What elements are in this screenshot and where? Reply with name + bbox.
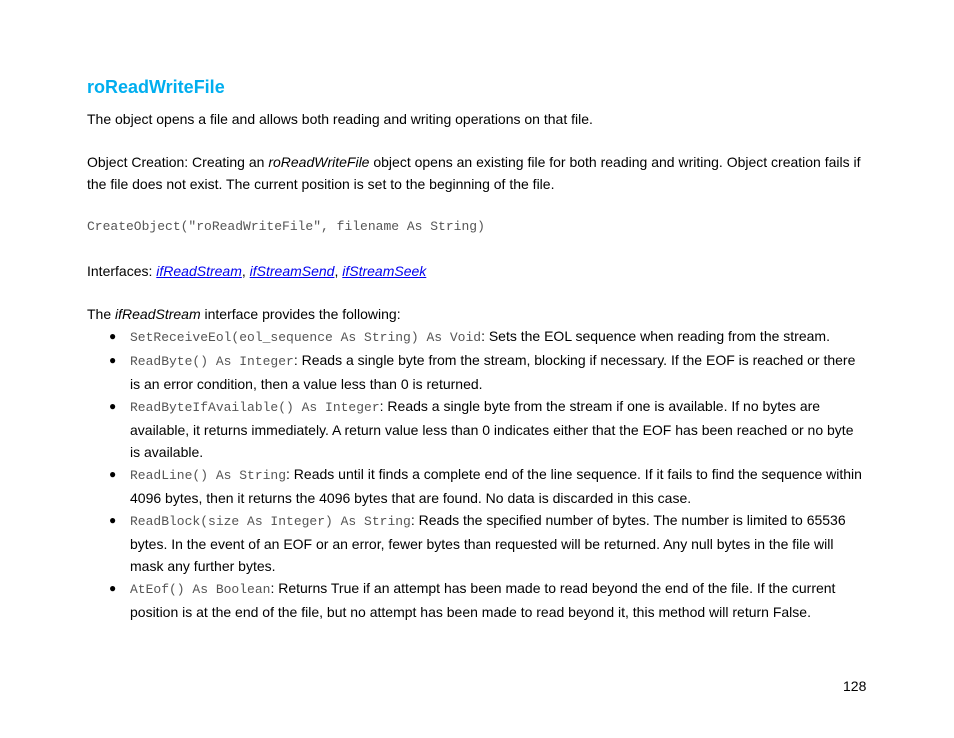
intro-paragraph xyxy=(87,108,867,130)
bullet-icon: ● xyxy=(109,399,117,413)
list-item xyxy=(87,509,867,577)
method-signature: ReadBlock(size As Integer) As String xyxy=(130,514,411,529)
bullet-icon: ● xyxy=(109,329,117,343)
method-signature: SetReceiveEol(eol_sequence As String) As Void xyxy=(130,330,482,345)
interface-link-ifstreamsend[interactable]: ifStreamSend xyxy=(249,263,335,279)
method-description: : Reads a single byte from the stream, blocking if necessary. If the EOF is reached or there is an error condition, then a value less than 0 is returned. xyxy=(130,352,856,392)
bullet-icon: ● xyxy=(109,513,117,527)
list-item xyxy=(87,349,867,395)
object-creation-prefix: Object Creation: Creating an xyxy=(87,154,269,170)
bullet-icon: ● xyxy=(109,581,117,595)
list-item xyxy=(87,325,867,349)
interfaces-label: Interfaces: xyxy=(87,263,157,279)
code-sample: CreateObject("roReadWriteFile", filename As String) xyxy=(87,219,485,234)
object-creation-paragraph xyxy=(87,151,867,195)
interface-link-ifreadstream[interactable]: ifReadStream xyxy=(156,263,242,279)
method-description: : Reads a single byte from the stream if one is available. If no bytes are available, it returns immediately. A return value less than 0 indicates either that the EOF has been reached or no byte is available. xyxy=(130,398,854,460)
method-signature: ReadLine() As String xyxy=(130,468,287,483)
method-description: : Reads the specified number of bytes. The number is limited to 65536 bytes. In the event of an EOF or an error, fewer bytes than requested will be returned. Any null bytes in the file will mask any further bytes. xyxy=(130,512,846,574)
intro-text: The object opens a file and allows both reading and writing operations on that file. xyxy=(87,111,593,127)
list-item xyxy=(87,395,867,463)
list-item xyxy=(87,463,867,509)
bullet-icon: ● xyxy=(109,353,117,367)
method-signature: AtEof() As Boolean xyxy=(130,582,271,597)
interfaces-separator: , xyxy=(334,263,343,279)
interface-link-ifstreamseek[interactable]: ifStreamSeek xyxy=(342,263,427,279)
bullet-icon: ● xyxy=(109,467,117,481)
method-signature: ReadByte() As Integer xyxy=(130,354,294,369)
method-signature: ReadByteIfAvailable() As Integer xyxy=(130,400,380,415)
provides-interface-name: ifReadStream xyxy=(115,306,201,322)
interfaces-separator: , xyxy=(241,263,250,279)
object-creation-suffix: object opens an existing file for both reading and writing. Object creation fails if the file does not exist. The current position is set to the beginning of the file. xyxy=(87,154,861,192)
provides-prefix: The xyxy=(87,306,116,322)
provides-suffix: interface provides the following: xyxy=(200,306,401,322)
page-title: roReadWriteFile xyxy=(87,77,225,97)
method-list xyxy=(87,325,867,623)
method-description: : Reads until it finds a complete end of the line sequence. If it fails to find the sequence within 4096 bytes, then it returns the 4096 bytes that are found. No data is discarded in this case. xyxy=(130,466,862,506)
list-item xyxy=(87,577,867,623)
interfaces-paragraph xyxy=(87,260,867,282)
object-creation-object-name: roReadWriteFile xyxy=(268,154,370,170)
method-description: : Returns True if an attempt has been made to read beyond the end of the file. If the current position is at the end of the file, but no attempt has been made to read beyond it, this method will return False. xyxy=(130,580,836,620)
method-description: : Sets the EOL sequence when reading from the stream. xyxy=(481,328,830,344)
page-number: 128 xyxy=(843,678,867,694)
provides-paragraph xyxy=(87,303,867,325)
